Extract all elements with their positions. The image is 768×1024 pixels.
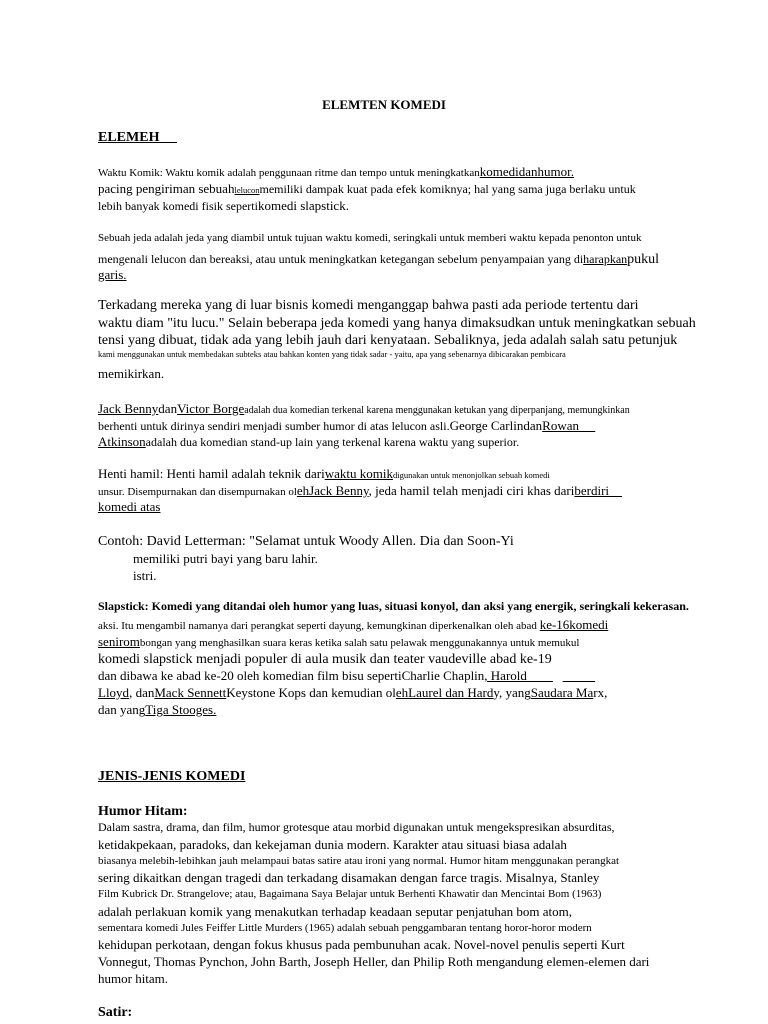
humor-hitam-line-7: sementara komedi Jules Feiffer Little Murders (1965) adalah sebuah penggambaran tentang horor-horor modern xyxy=(98,922,592,934)
link-harapkan[interactable]: harapkan xyxy=(583,252,628,266)
text-span: berhenti untuk dirinya sendiri menjadi sumber humor di atas lelucon asli. xyxy=(98,419,450,433)
slapstick-line-5 xyxy=(98,669,595,683)
example-line-2: memiliki putri bayi yang baru lahir. xyxy=(133,551,318,566)
pause-line-3 xyxy=(98,268,127,282)
humor-hitam-line-1: Dalam sastra, drama, dan film, humor grotesque atau morbid digunakan untuk mengekspresikan absurditas, xyxy=(98,820,615,834)
text-span: pacing pengiriman sebuah xyxy=(98,181,235,196)
example-line-3: istri. xyxy=(133,568,157,583)
text-span: dan yang xyxy=(98,702,146,717)
silence-line-3: tensi yang dibuat, tidak ada yang lebih jauh dari kenyataan. Sebaliknya, jeda adalah salah satu petunjuk xyxy=(98,333,678,348)
link-ke-16-komedi[interactable]: ke-16komedi xyxy=(539,617,609,632)
slapstick-line-3 xyxy=(98,635,579,649)
humor-hitam-line-6: adalah perlakuan komik yang menakutkan terhadap keadaan seputar penjatuhan bom atom, xyxy=(98,904,572,919)
link-tiga-stooges[interactable]: Tiga Stooges. xyxy=(145,702,217,717)
humor-hitam-line-2: ketidakpekaan, paradoks, dan kekejaman dunia modern. Karakter atau situasi biasa adalah xyxy=(98,837,567,852)
link-komedi-humor[interactable]: komedidanhumor. xyxy=(479,164,574,179)
link-komedi-slapstick[interactable]: komedi slapstick. xyxy=(257,198,349,213)
text-span: dan xyxy=(523,418,543,433)
link-george-carlin[interactable]: George Carlin xyxy=(449,418,524,433)
silence-line-1: Terkadang mereka yang di luar bisnis komedi menganggap bahwa pasti ada periode tertentu dari xyxy=(98,298,639,313)
slapstick-line-6 xyxy=(98,686,607,700)
text-span: rx, xyxy=(593,685,608,700)
slapstick-line-1: Slapstick: Komedi yang ditandai oleh humor yang luas, situasi konyol, dan aksi yang energik, seringkali kekerasan. xyxy=(98,599,689,613)
humor-hitam-line-8: kehidupan perkotaan, dengan fokus khusus pada pembunuhan acak. Novel-novel penulis seperti Kurt xyxy=(98,937,625,952)
text-span: , jeda hamil telah menjadi ciri khas dari xyxy=(368,483,575,498)
link-mack-sennett[interactable]: Mack Sennett xyxy=(154,685,227,700)
text-span: dan dibawa ke abad ke-20 oleh komedian film bisu seperti xyxy=(98,668,402,683)
link-komedi-atas[interactable]: komedi atas xyxy=(98,499,161,514)
humor-hitam-line-4: sering dikaitkan dengan tragedi dan terkadang disamakan dengan farce tragis. Misalnya, Stanley xyxy=(98,870,600,885)
link-atkinson[interactable]: Atkinson xyxy=(98,434,146,449)
text-span: aksi. Itu mengambil namanya dari perangkat seperti dayung, kemungkinan diperkenalkan oleh abad xyxy=(98,620,540,632)
text-span: Waktu Komik: Waktu komik adalah penggunaan ritme dan tempo untuk meningkatkan xyxy=(98,167,480,179)
text-span: pukul xyxy=(627,252,660,267)
silence-line-2: waktu diam "itu lucu." Selain beberapa jeda komedi yang hanya dimaksudkan untuk meningkatkan sebuah xyxy=(98,316,696,331)
slapstick-line-7 xyxy=(98,703,216,717)
document-title: ELEMTEN KOMEDI xyxy=(322,97,446,112)
link-victor-borge[interactable]: Victor Borge xyxy=(177,401,245,416)
link-saudara-marx[interactable]: Saudara Ma xyxy=(530,685,594,700)
link-harold[interactable]: , Harold xyxy=(484,668,527,683)
text-span: lebih banyak komedi fisik seperti xyxy=(98,199,258,213)
text-span: adalah dua komedian stand-up lain yang terkenal karena waktu yang superior. xyxy=(145,435,520,449)
link-garis[interactable]: garis. xyxy=(98,267,127,282)
comedians-line-3 xyxy=(98,435,519,449)
comic-timing-line-1 xyxy=(98,165,579,179)
link-laurel-hardy[interactable]: ehLaurel dan Hard xyxy=(395,685,494,700)
pause-line-2 xyxy=(98,252,659,267)
text-span: memiliki dampak kuat pada efek komiknya; hal yang sama juga berlaku untuk xyxy=(259,182,636,196)
humor-hitam-line-10: humor hitam. xyxy=(98,971,169,986)
humor-hitam-heading: Humor Hitam: xyxy=(98,804,188,819)
section-heading-elemen xyxy=(98,130,177,145)
comic-timing-line-3 xyxy=(98,199,349,213)
comic-timing-line-2 xyxy=(98,182,636,196)
text-span: Henti hamil: Henti hamil adalah teknik dari xyxy=(98,466,325,481)
text-span: bongan yang menghasilkan suara keras ketika salah satu pelawak menggunakannya untuk memukul xyxy=(139,637,580,649)
pause-line-1: Sebuah jeda adalah jeda yang diambil untuk tujuan waktu komedi, seringkali untuk memberi waktu kepada penonton untuk xyxy=(98,232,642,244)
text-span: y, yang xyxy=(493,685,531,700)
link-jack-benny[interactable]: Jack Benny xyxy=(98,401,159,416)
slapstick-line-2 xyxy=(98,618,608,632)
link-jack-benny-2[interactable]: ehJack Benny xyxy=(296,483,369,498)
text-span: Keystone Kops dan kemudian ol xyxy=(226,685,396,700)
text-span: Charlie Chaplin xyxy=(401,668,485,683)
slapstick-line-4: komedi slapstick menjadi populer di aula musik dan teater vaudeville abad ke-19 xyxy=(98,652,552,667)
text-span: mengenali lelucon dan bereaksi, atau untuk meningkatkan ketegangan sebelum penyampaian yang di xyxy=(98,252,584,266)
silence-line-5: memikirkan. xyxy=(98,366,165,381)
link-rowan[interactable]: Rowan xyxy=(542,418,579,433)
silence-line-4: kami menggunakan untuk membedakan subteks atau bahkan konten yang tidak sadar - yaitu, apa yang sebenarnya dibicarakan pembicara xyxy=(98,349,566,359)
humor-hitam-line-3: biasanya melebih-lebihkan jauh melampaui batas satire atau ironi yang normal. Humor hitam menggunakan perangkat xyxy=(98,855,620,867)
link-lelucon[interactable]: lelucon xyxy=(234,185,260,195)
text-span: , dan xyxy=(129,685,155,700)
link-waktu-komik[interactable]: waktu komik xyxy=(324,466,393,481)
comedians-line-2 xyxy=(98,419,595,433)
section-heading-jenis: JENIS-JENIS KOMEDI xyxy=(98,769,246,784)
pregnant-pause-line-3 xyxy=(98,500,160,514)
example-line-1: Contoh: David Letterman: "Selamat untuk Woody Allen. Dia dan Soon-Yi xyxy=(98,534,514,549)
satir-heading: Satir: xyxy=(98,1005,133,1020)
humor-hitam-line-9: Vonnegut, Thomas Pynchon, John Barth, Joseph Heller, dan Philip Roth mengandung elemen-elemen dari xyxy=(98,954,650,969)
comedians-line-1 xyxy=(98,402,630,416)
pregnant-pause-line-2 xyxy=(98,484,622,498)
link-senirom[interactable]: senirom xyxy=(98,634,140,649)
text-span: dan xyxy=(158,401,178,416)
link-berdiri[interactable]: berdiri xyxy=(574,483,610,498)
text-span: adalah dua komedian terkenal karena menggunakan ketukan yang diperpanjang, memungkinkan xyxy=(244,405,630,416)
text-span: digunakan untuk menonjolkan sebuah komedi xyxy=(392,470,550,480)
text-span: unsur. Disempurnakan dan disempurnakan ol xyxy=(98,486,297,498)
pregnant-pause-line-1 xyxy=(98,467,550,481)
link-lloyd[interactable]: Lloyd xyxy=(98,685,130,700)
section-heading-text: ELEMEH xyxy=(98,130,160,145)
humor-hitam-line-5: Film Kubrick Dr. Strangelove; atau, Bagaimana Saya Belajar untuk Berhenti Khawatir dan Mencintai Bom (1963) xyxy=(98,888,602,900)
